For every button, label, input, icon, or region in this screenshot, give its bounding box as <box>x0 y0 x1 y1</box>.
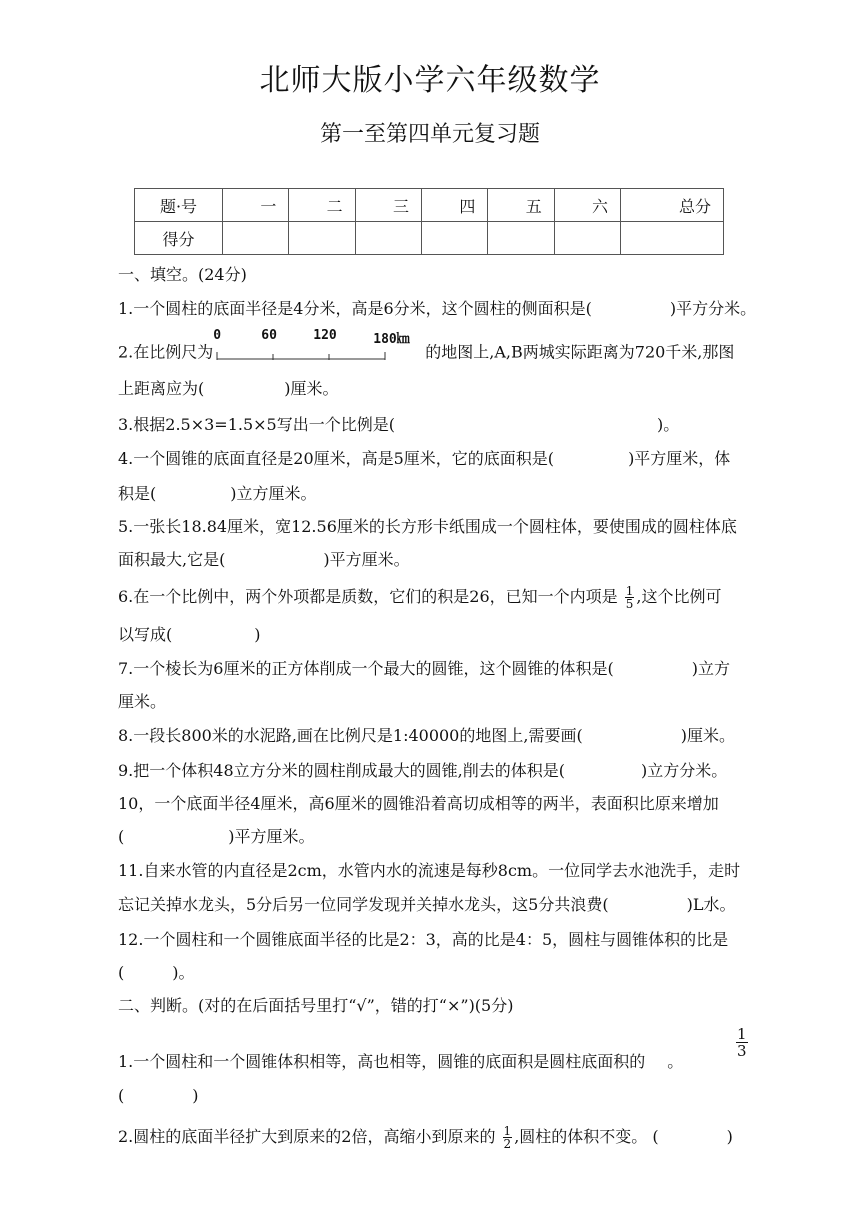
score-cell <box>223 222 289 255</box>
question-1-8: 8.一段长800米的水泥路,画在比例尺是1:40000的地图上,需要画( )厘米。 <box>118 726 735 745</box>
question-1-7: 7.一个棱长为6厘米的正方体削成一个最大的圆锥，这个圆锥的体积是( )立方 <box>118 659 730 678</box>
score-row-label: 得分 <box>135 222 223 255</box>
score-col-6: 六 <box>554 189 620 222</box>
question-1-12: 12.一个圆柱和一个圆锥底面半径的比是2：3，高的比是4：5，圆柱与圆锥体积的比是 <box>118 930 729 949</box>
scale-label-120: 120 <box>313 328 337 343</box>
question-1-9: 9.把一个体积48立方分米的圆柱削成最大的圆锥,削去的体积是( )立方分米。 <box>118 761 728 780</box>
score-table-header-row <box>135 189 724 222</box>
section2-heading: 二、判断。(对的在后面括号里打“√”，错的打“×”)(5分) <box>118 996 514 1015</box>
question-1-11: 11.自来水管的内直径是2cm，水管内水的流速是每秒8cm。一位同学去水池洗手，走时 <box>118 861 741 880</box>
score-col-1: 一 <box>223 189 289 222</box>
question-1-11-line2: 忘记关掉水龙头，5分后另一位同学发现并关掉水龙头，这5分共浪费( )L水。 <box>118 895 736 914</box>
score-col-5: 五 <box>488 189 554 222</box>
scale-label-0: 0 <box>213 328 222 343</box>
section1-heading: 一、填空。(24分) <box>118 265 247 284</box>
score-table <box>134 188 724 255</box>
fraction-one-third: $\frac{1}{3}$ <box>737 1025 747 1060</box>
scale-label-60: 60 <box>261 328 277 343</box>
fraction-one-half: $\frac{1}{2}$ <box>503 1124 512 1151</box>
score-col-4: 四 <box>422 189 488 222</box>
question-1-10: 10，一个底面半径4厘米，高6厘米的圆锥沿着高切成相等的两半，表面积比原来增加 <box>118 794 719 813</box>
question-1-4: 4.一个圆锥的底面直径是20厘米，高是5厘米，它的底面积是( )平方厘米，体 <box>118 449 731 468</box>
question-1-3: 3.根据2.5×3=1.5×5写出一个比例是( )。 <box>118 415 680 434</box>
score-cell <box>621 222 724 255</box>
question-1-5-line2: 面积最大,它是( )平方厘米。 <box>118 550 410 569</box>
question-1-5: 5.一张长18.84厘米，宽12.56厘米的长方形卡纸围成一个圆柱体，要使围成的圆柱体底 <box>118 517 737 536</box>
scale-bar <box>213 328 419 370</box>
page-title: 北师大版小学六年级数学 <box>259 63 601 98</box>
question-1-2-line2: 上距离应为( )厘米。 <box>118 379 339 398</box>
judge-question-1: 1.一个圆柱和一个圆锥体积相等，高也相等，圆锥的底面积是圆柱底面积的 。 <box>118 1052 684 1071</box>
judge-question-2: 2.圆柱的底面半径扩大到原来的2倍，高缩小到原来的 $\frac{1}{2}$ ,圆柱的体积不变。 ( ) <box>118 1124 733 1151</box>
question-1-7-line2: 厘米。 <box>118 692 167 711</box>
score-cell <box>488 222 554 255</box>
question-1-6: 6.在一个比例中，两个外项都是质数，它们的积是26，已知一个内项是 $\frac{1}{5}$ ,这个比例可 <box>118 584 722 611</box>
fraction-one-fifth: $\frac{1}{5}$ <box>625 584 634 611</box>
question-1-2: 2.在比例尺为 0 60 120 180㎞ 的地图上,A,B两城实际距离为720千米,那图 <box>118 336 778 370</box>
question-1-10-line2: ( )平方厘米。 <box>118 827 315 846</box>
question-1-12-line2: ( )。 <box>118 963 195 982</box>
score-cell <box>289 222 355 255</box>
score-cell <box>554 222 620 255</box>
score-col-2: 二 <box>289 189 355 222</box>
judge-question-1-line2: ( ) <box>118 1086 199 1105</box>
score-cell <box>422 222 488 255</box>
question-1-4-line2: 积是( )立方厘米。 <box>118 484 317 503</box>
score-col-3: 三 <box>355 189 421 222</box>
score-table-score-row <box>135 222 724 255</box>
score-cell <box>355 222 421 255</box>
question-1-6-line2: 以写成( ) <box>118 625 261 644</box>
score-table-header-label: 题·号 <box>135 189 223 222</box>
scale-label-180: 180㎞ <box>373 332 410 347</box>
page-subtitle: 第一至第四单元复习题 <box>319 122 540 147</box>
question-1-1: 1.一个圆柱的底面半径是4分米，高是6分米，这个圆柱的侧面积是( )平方分米。 <box>118 299 757 318</box>
score-col-total: 总分 <box>621 189 724 222</box>
